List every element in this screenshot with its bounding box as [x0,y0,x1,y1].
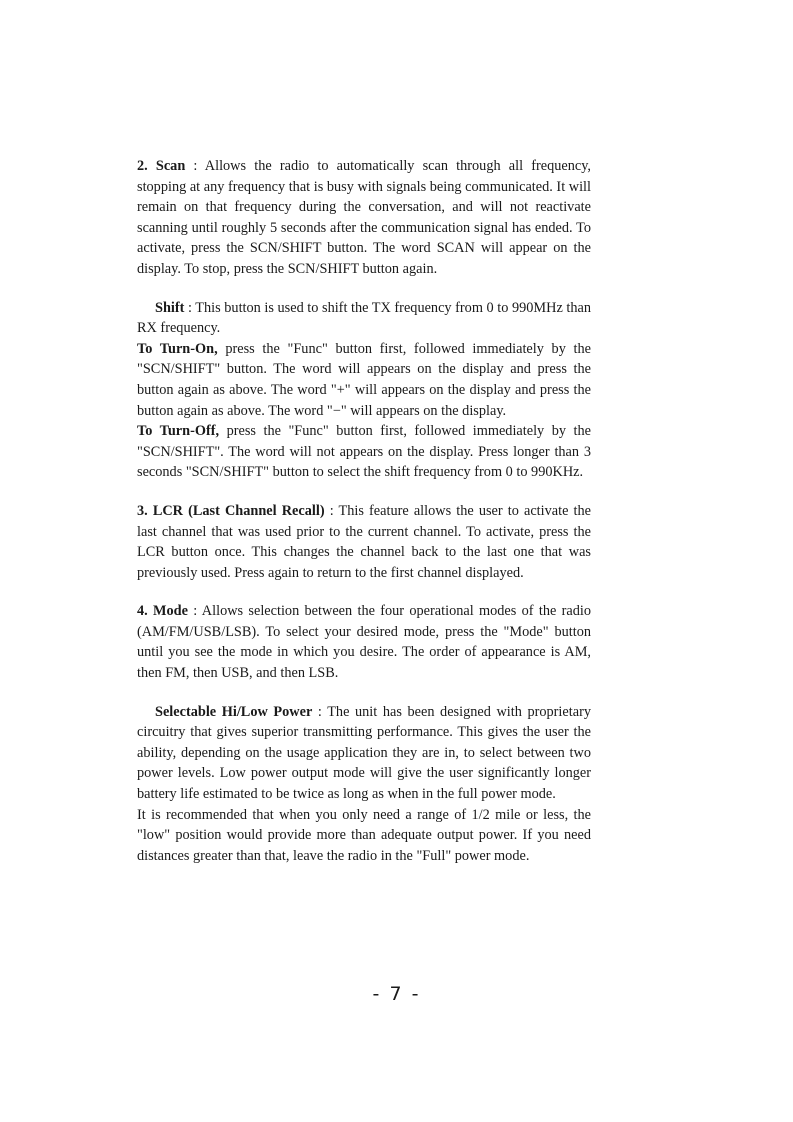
power-text-2: It is recommended that when you only need a range of 1/2 mile or less, the "low" position would provide more than adequate output power. If you need distances greater than that, leave the radio in the "Full" power mode. [137,806,591,864]
mode-separator: : [187,603,202,620]
scan-heading: 2. Scan [137,158,186,174]
power-separator: : [312,703,328,720]
mode-heading: 4. Mode [137,603,188,620]
spacer [137,583,591,601]
turn-off-text: press the "Func" button first, followed immediately by the "SCN/SHIFT". The word will not appears on the display. Press longer than 3 seconds "SCN/SHIFT" button to select the shift frequency from 0 to 990KHz. [137,423,591,481]
scan-paragraph [137,156,591,280]
power-paragraph [137,702,591,805]
lcr-text: This feature allows the user to activate the last channel that was used prior to the current channel. To activate, press the LCR button once. This changes the channel back to the last one that was previously used. Press again to return to the first channel displayed. [137,502,591,581]
scan-text: Allows the radio to automatically scan through all frequency, stopping at any frequency that is busy with signals being communicated. It will remain on that frequency during the conversation, and will not reactivate scanning until roughly 5 seconds after the communication signal has ended. To activate, press the SCN/SHIFT button. The word SCAN will appear on the display. To stop, press the SCN/SHIFT button again. [137,158,591,277]
power-paragraph-2 [137,805,591,867]
shift-paragraph [137,298,591,339]
turn-off-heading: To Turn-Off, [137,423,220,440]
shift-separator: : [184,299,196,316]
turn-on-heading: To Turn-On, [137,340,218,357]
lcr-heading: 3. LCR (Last Channel Recall) [137,502,325,519]
spacer [137,684,591,702]
shift-text: This button is used to shift the TX frequency from 0 to 990MHz than RX frequency. [137,299,591,337]
mode-text: Allows selection between the four operational modes of the radio (AM/FM/USB/LSB). To select your desired mode, press the "Mode" button until you see the mode in which you desire. The order of appearance is AM, then FM, then USB, and then LSB. [137,603,591,682]
turn-off-paragraph [137,421,591,483]
shift-heading: Shift [155,299,185,316]
page-number: - 7 - [372,983,421,1005]
spacer [137,280,591,298]
turn-on-paragraph [137,339,591,421]
lcr-paragraph [137,501,591,583]
lcr-separator: : [324,502,339,519]
mode-paragraph [137,601,591,683]
page-body [137,156,591,866]
spacer [137,483,591,501]
scan-separator: : [185,158,205,174]
power-text: The unit has been designed with proprietary circuitry that gives superior transmitting performance. This gives the user the ability, depending on the usage application they are in, to select between two power levels. Low power output mode will give the user significantly longer battery life estimated to be twice as long as when in the full power mode. [137,703,591,803]
power-heading: Selectable Hi/Low Power [155,703,313,720]
turn-on-text: press the "Func" button first, followed immediately by the "SCN/SHIFT" button. The word will appears on the display and press the button again as above. The word "+" will appears on the display and press the button again as above. The word "−" will appears on the display. [137,340,591,419]
